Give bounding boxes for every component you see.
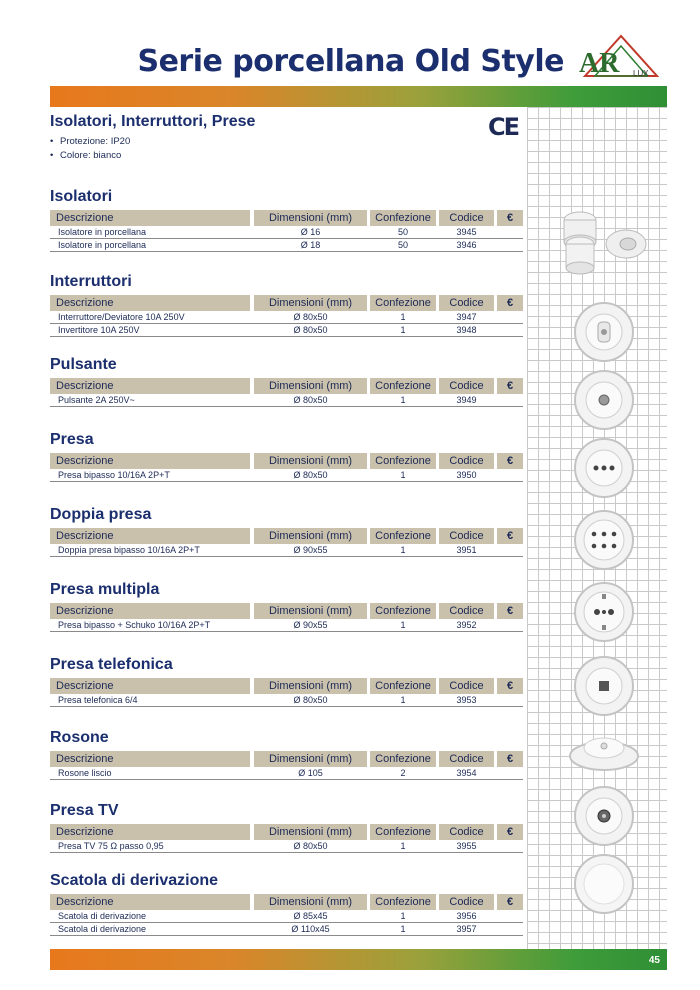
row-dim: Ø 80x50 xyxy=(293,470,328,480)
bullet-color: • Colore: bianco xyxy=(50,149,130,163)
section-title: Scatola di derivazione xyxy=(50,872,219,889)
row-price xyxy=(497,767,523,779)
row-price xyxy=(497,619,523,631)
col-price-header: € xyxy=(497,378,523,394)
row-dim: Ø 18 xyxy=(300,240,321,250)
section-6 xyxy=(50,654,523,707)
row-conf: 50 xyxy=(397,227,408,237)
col-conf-header: Confezione xyxy=(370,295,436,311)
double-socket-image xyxy=(572,508,636,572)
row-code: 3948 xyxy=(456,325,477,335)
section-title: Isolatori xyxy=(50,188,113,205)
col-code-header: Codice xyxy=(439,751,494,767)
row-conf: 1 xyxy=(400,620,406,630)
table-header xyxy=(50,295,523,311)
col-desc-header: Descrizione xyxy=(50,894,250,910)
col-price-header: € xyxy=(497,824,523,840)
insulator-image xyxy=(552,206,652,278)
row-price xyxy=(497,910,523,922)
row-desc: Presa bipasso 10/16A 2P+T xyxy=(58,470,170,480)
row-conf: 1 xyxy=(400,924,406,934)
row-desc: Presa telefonica 6/4 xyxy=(58,695,138,705)
row-conf: 1 xyxy=(400,911,406,921)
row-dim: Ø 80x50 xyxy=(293,312,328,322)
intro-heading: Isolatori, Interruttori, Prese xyxy=(50,113,256,130)
switch-image xyxy=(572,300,636,364)
row-conf: 1 xyxy=(400,470,406,480)
row-desc: Interruttore/Deviatore 10A 250V xyxy=(58,312,185,322)
col-desc-header: Descrizione xyxy=(50,824,250,840)
row-conf: 1 xyxy=(400,695,406,705)
tv-socket-image xyxy=(572,784,636,848)
row-code: 3950 xyxy=(456,470,477,480)
table-row xyxy=(50,394,523,407)
row-conf: 1 xyxy=(400,395,406,405)
row-code: 3949 xyxy=(456,395,477,405)
row-dim: Ø 80x50 xyxy=(293,841,328,851)
col-dim-header: Dimensioni (mm) xyxy=(254,210,367,226)
row-conf: 1 xyxy=(400,325,406,335)
table-row xyxy=(50,311,523,324)
col-dim-header: Dimensioni (mm) xyxy=(254,751,367,767)
col-conf-header: Confezione xyxy=(370,378,436,394)
ce-mark: CE xyxy=(488,113,519,141)
col-price-header: € xyxy=(497,894,523,910)
row-code: 3947 xyxy=(456,312,477,322)
col-conf-header: Confezione xyxy=(370,210,436,226)
row-desc: Invertitore 10A 250V xyxy=(58,325,140,335)
col-conf-header: Confezione xyxy=(370,528,436,544)
logo-ar-text: AR xyxy=(579,48,620,79)
col-dim-header: Dimensioni (mm) xyxy=(254,894,367,910)
row-dim: Ø 80x50 xyxy=(293,695,328,705)
col-price-header: € xyxy=(497,210,523,226)
section-title: Presa telefonica xyxy=(50,656,173,673)
col-dim-header: Dimensioni (mm) xyxy=(254,603,367,619)
table-row xyxy=(50,767,523,780)
phone-socket-image xyxy=(572,654,636,718)
table-header xyxy=(50,678,523,694)
col-conf-header: Confezione xyxy=(370,894,436,910)
table-row xyxy=(50,619,523,632)
col-code-header: Codice xyxy=(439,824,494,840)
col-conf-header: Confezione xyxy=(370,603,436,619)
col-code-header: Codice xyxy=(439,894,494,910)
row-conf: 1 xyxy=(400,841,406,851)
intro-bullets xyxy=(50,135,130,163)
section-3 xyxy=(50,429,523,482)
col-desc-header: Descrizione xyxy=(50,453,250,469)
row-price xyxy=(497,226,523,238)
row-code: 3957 xyxy=(456,924,477,934)
row-price xyxy=(497,469,523,481)
table-row xyxy=(50,324,523,337)
table-row xyxy=(50,544,523,557)
table-header xyxy=(50,603,523,619)
section-title: Presa xyxy=(50,431,94,448)
row-code: 3952 xyxy=(456,620,477,630)
row-desc: Rosone liscio xyxy=(58,768,112,778)
row-code: 3946 xyxy=(456,240,477,250)
col-dim-header: Dimensioni (mm) xyxy=(254,295,367,311)
col-conf-header: Confezione xyxy=(370,824,436,840)
section-7 xyxy=(50,727,523,780)
row-dim: Ø 105 xyxy=(298,768,323,778)
col-code-header: Codice xyxy=(439,210,494,226)
row-code: 3956 xyxy=(456,911,477,921)
row-price xyxy=(497,544,523,556)
section-title: Presa TV xyxy=(50,802,119,819)
table-row xyxy=(50,469,523,482)
section-0 xyxy=(50,186,523,252)
logo-lux-text: LUX xyxy=(633,69,649,78)
col-code-header: Codice xyxy=(439,295,494,311)
col-price-header: € xyxy=(497,295,523,311)
section-title: Presa multipla xyxy=(50,581,160,598)
col-conf-header: Confezione xyxy=(370,751,436,767)
section-9 xyxy=(50,870,523,936)
table-header xyxy=(50,528,523,544)
section-2 xyxy=(50,354,523,407)
page-number: 45 xyxy=(648,955,660,966)
bullet-protection: • Protezione: IP20 xyxy=(50,135,130,149)
col-dim-header: Dimensioni (mm) xyxy=(254,453,367,469)
col-price-header: € xyxy=(497,603,523,619)
table-row xyxy=(50,239,523,252)
table-header xyxy=(50,378,523,394)
section-5 xyxy=(50,579,523,632)
row-conf: 1 xyxy=(400,545,406,555)
col-desc-header: Descrizione xyxy=(50,528,250,544)
table-row xyxy=(50,840,523,853)
col-code-header: Codice xyxy=(439,528,494,544)
col-code-header: Codice xyxy=(439,678,494,694)
row-conf: 2 xyxy=(400,768,406,778)
row-dim: Ø 110x45 xyxy=(291,924,330,934)
col-desc-header: Descrizione xyxy=(50,678,250,694)
row-price xyxy=(497,394,523,406)
table-header xyxy=(50,824,523,840)
row-code: 3951 xyxy=(456,545,477,555)
col-desc-header: Descrizione xyxy=(50,603,250,619)
table-header xyxy=(50,210,523,226)
row-code: 3953 xyxy=(456,695,477,705)
col-dim-header: Dimensioni (mm) xyxy=(254,824,367,840)
col-price-header: € xyxy=(497,453,523,469)
col-dim-header: Dimensioni (mm) xyxy=(254,378,367,394)
row-desc: Scatola di derivazione xyxy=(58,924,147,934)
row-price xyxy=(497,923,523,935)
col-desc-header: Descrizione xyxy=(50,751,250,767)
socket-image xyxy=(572,436,636,500)
col-price-header: € xyxy=(497,678,523,694)
section-title: Pulsante xyxy=(50,356,117,373)
table-row xyxy=(50,910,523,923)
push-button-image xyxy=(572,368,636,432)
row-desc: Presa bipasso + Schuko 10/16A 2P+T xyxy=(58,620,211,630)
row-conf: 1 xyxy=(400,312,406,322)
row-dim: Ø 80x50 xyxy=(293,325,328,335)
col-desc-header: Descrizione xyxy=(50,378,250,394)
row-desc: Doppia presa bipasso 10/16A 2P+T xyxy=(58,545,200,555)
row-dim: Ø 80x50 xyxy=(293,395,328,405)
col-dim-header: Dimensioni (mm) xyxy=(254,678,367,694)
row-dim: Ø 16 xyxy=(300,227,321,237)
row-dim: Ø 85x45 xyxy=(293,911,328,921)
col-price-header: € xyxy=(497,528,523,544)
section-title: Doppia presa xyxy=(50,506,152,523)
top-color-bar xyxy=(50,86,667,107)
col-desc-header: Descrizione xyxy=(50,210,250,226)
col-code-header: Codice xyxy=(439,603,494,619)
section-1 xyxy=(50,271,523,337)
table-row xyxy=(50,923,523,936)
row-price xyxy=(497,694,523,706)
row-price xyxy=(497,324,523,336)
row-price xyxy=(497,311,523,323)
page-title: Serie porcellana Old Style xyxy=(137,44,564,79)
col-dim-header: Dimensioni (mm) xyxy=(254,528,367,544)
row-desc: Isolatore in porcellana xyxy=(58,227,147,237)
row-price xyxy=(497,840,523,852)
row-desc: Presa TV 75 Ω passo 0,95 xyxy=(58,841,164,851)
section-8 xyxy=(50,800,523,853)
row-desc: Pulsante 2A 250V~ xyxy=(58,395,135,405)
section-4 xyxy=(50,504,523,557)
col-conf-header: Confezione xyxy=(370,453,436,469)
junction-box-image xyxy=(572,852,636,916)
col-conf-header: Confezione xyxy=(370,678,436,694)
col-code-header: Codice xyxy=(439,453,494,469)
row-desc: Isolatore in porcellana xyxy=(58,240,147,250)
row-price xyxy=(497,239,523,251)
arlux-logo xyxy=(573,32,669,82)
bottom-color-bar xyxy=(50,949,667,970)
table-header xyxy=(50,751,523,767)
multi-socket-image xyxy=(572,580,636,644)
ceiling-rose-image xyxy=(568,722,640,778)
section-title: Interruttori xyxy=(50,273,132,290)
row-desc: Scatola di derivazione xyxy=(58,911,147,921)
row-code: 3954 xyxy=(456,768,477,778)
col-price-header: € xyxy=(497,751,523,767)
table-row xyxy=(50,226,523,239)
row-code: 3955 xyxy=(456,841,477,851)
row-conf: 50 xyxy=(397,240,408,250)
table-row xyxy=(50,694,523,707)
col-code-header: Codice xyxy=(439,378,494,394)
table-header xyxy=(50,894,523,910)
table-header xyxy=(50,453,523,469)
row-dim: Ø 90x55 xyxy=(293,545,328,555)
section-title: Rosone xyxy=(50,729,109,746)
row-dim: Ø 90x55 xyxy=(293,620,328,630)
col-desc-header: Descrizione xyxy=(50,295,250,311)
row-code: 3945 xyxy=(456,227,477,237)
